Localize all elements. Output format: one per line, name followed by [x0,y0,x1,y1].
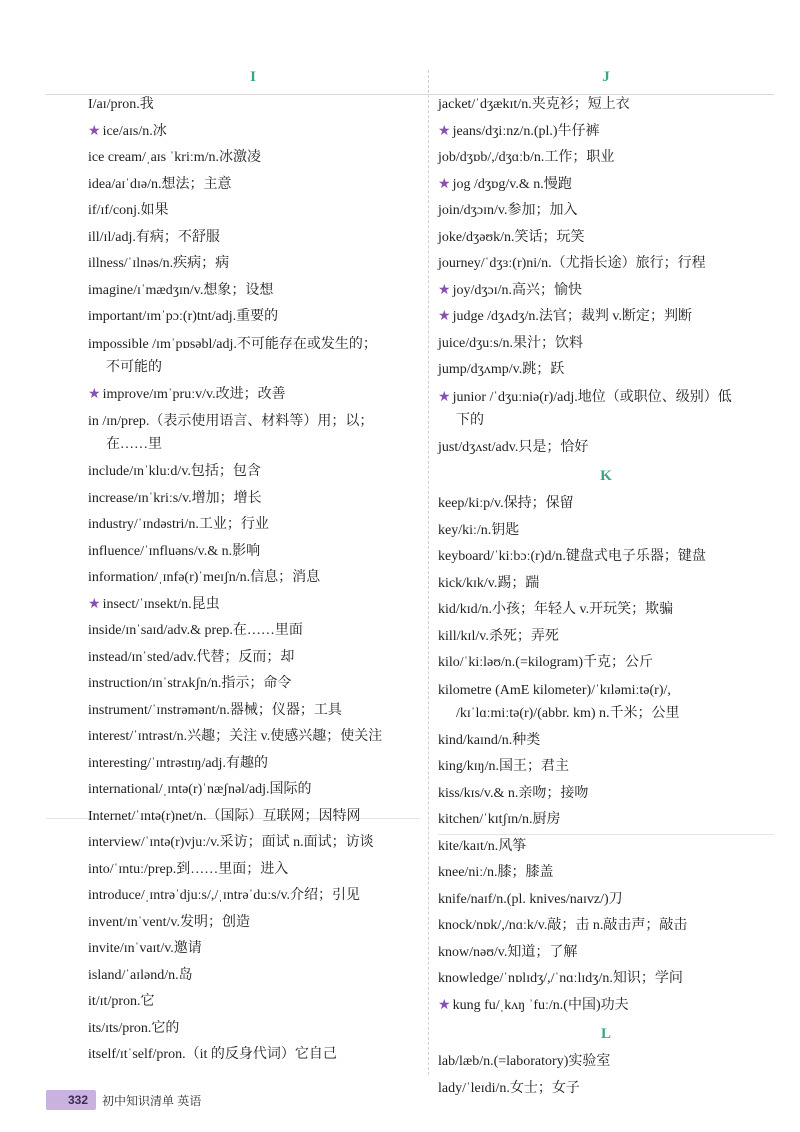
entry-text: kilometre (AmE kilometer)/ˈkɪləmiːtə(r)/, [438,682,671,698]
entry-text: lab/læb/n.(=laboratory)实验室 [438,1054,611,1069]
dictionary-entry [88,618,418,645]
entry-text: lady/ˈleɪdi/n.女士；女子 [438,1080,580,1096]
entry-text: key/kiː/n.钥匙 [438,522,520,538]
entry-text: jacket/ˈdʒækɪt/n.夹克衫；短上衣 [438,97,630,112]
dictionary-entry [438,435,774,462]
entry-text: ice/aɪs/n.冰 [102,123,167,139]
entry-text: industry/ˈɪndəstri/n.工业；行业 [88,517,269,532]
dictionary-entry [438,860,774,887]
entry-text: joke/dʒəʊk/n.笑话；玩笑 [438,229,585,245]
entry-text: kitchen/ˈkɪtʃɪn/n.厨房 [438,812,561,827]
entry-text: kiss/kɪs/v.& n.亲吻；接吻 [438,785,589,801]
entry-text: include/ɪnˈkluːd/v.包括；包含 [88,464,261,479]
entry-text: kid/kɪd/n.小孩；年轻人 v.开玩笑；欺骗 [438,602,674,617]
dictionary-entry [88,830,418,857]
dictionary-entry [438,624,774,651]
dictionary-entry [438,1049,774,1076]
entry-text: knowledge/ˈnɒlɪdʒ/,/ˈnɑːlɪdʒ/n.知识；学问 [438,971,683,986]
entry-continuation: 不可能的 [106,359,162,375]
dictionary-entry [438,384,774,435]
dictionary-entry [88,331,418,382]
dictionary-entry [88,777,418,804]
dictionary-entry [88,883,418,910]
dictionary-entry [438,993,774,1020]
entry-text: it/ɪt/pron.它 [88,994,155,1009]
dictionary-entry [88,989,418,1016]
entry-text: keyboard/ˈkiːbɔː(r)d/n.键盘式电子乐器；键盘 [438,549,706,564]
entry-text: know/nəʊ/v.知道；了解 [438,944,578,960]
book-title: 初中知识清单 英语 [102,1093,202,1108]
dictionary-entry [88,539,418,566]
dictionary-entry [438,172,774,199]
entry-text: itself/ɪtˈself/pron.（it 的反身代词）它自己 [88,1047,337,1062]
entry-text: its/ɪts/pron.它的 [88,1020,180,1036]
dictionary-entry [88,592,418,619]
entry-text: I/aɪ/pron.我 [88,97,154,112]
entry-text: important/ɪmˈpɔː(r)tnt/adj.重要的 [88,309,279,324]
star-icon: ★ [438,997,451,1013]
dictionary-entry [438,491,774,518]
dictionary-entry [438,278,774,305]
entry-text: information/ˌɪnfə(r)ˈmeɪʃn/n.信息；消息 [88,570,321,585]
dictionary-entry [438,754,774,781]
entry-text: improve/ɪmˈpruːv/v.改进；改善 [102,386,286,402]
entry-continuation: 下的 [456,412,484,428]
page-footer [46,1088,201,1112]
dictionary-entry [88,645,418,672]
entry-text: joy/dʒɔɪ/n.高兴；愉快 [452,282,583,298]
dictionary-entry [438,251,774,278]
entry-text: knife/naɪf/n.(pl. knives/naɪvz/)刀 [438,891,623,907]
entry-text: kung fu/ˌkʌŋ ˈfuː/n.(中国)功夫 [452,997,629,1013]
dictionary-entry [88,1016,418,1043]
entry-text: jump/dʒʌmp/v.跳；跃 [438,362,565,377]
entry-continuation: 在……里 [106,437,162,452]
dictionary-entry [438,677,774,728]
dictionary-entry [438,834,774,861]
dictionary-entry [88,304,418,331]
entry-text: kill/kɪl/v.杀死；弄死 [438,628,559,644]
dictionary-entry [88,382,418,409]
entry-text: jeans/dʒiːnz/n.(pl.)牛仔裤 [452,123,600,139]
entry-text: interesting/ˈɪntrəstɪŋ/adj.有趣的 [88,755,268,771]
dictionary-entry [88,145,418,172]
entry-text: kilo/ˈkiːləʊ/n.(=kilogram)千克；公斤 [438,655,654,670]
star-icon: ★ [88,596,101,612]
entry-text: king/kɪŋ/n.国王；君主 [438,759,569,774]
entry-text: jog /dʒɒg/v.& n.慢跑 [452,176,572,192]
column-divider [428,70,429,1075]
dictionary-entry [88,963,418,990]
dictionary-entry [438,913,774,940]
entry-text: international/ˌɪntə(r)ˈnæʃnəl/adj.国际的 [88,782,312,797]
dictionary-entry [438,92,774,119]
entry-text: juice/dʒuːs/n.果汁；饮料 [438,335,584,351]
entry-text: impossible /ɪmˈpɒsəbl/adj.不可能存在或发生的； [88,336,377,352]
dictionary-entry [88,936,418,963]
dictionary-entry [438,940,774,967]
star-icon: ★ [438,389,451,405]
entry-text: kind/kaɪnd/n.种类 [438,732,541,748]
dictionary-entry [88,119,418,146]
entry-text: kite/kaɪt/n.风筝 [438,838,527,854]
dictionary-entry [438,571,774,598]
dictionary-entry [438,225,774,252]
entry-text: join/dʒɔɪn/v.参加；加入 [438,203,578,218]
dictionary-entry [88,172,418,199]
dictionary-entry [438,544,774,571]
right-column [438,62,774,1102]
dictionary-entry [438,145,774,172]
dictionary-entry [88,857,418,884]
star-icon: ★ [438,282,451,298]
letter-header-l: L [600,1026,611,1042]
star-icon: ★ [88,386,101,402]
star-icon: ★ [438,176,451,192]
dictionary-entry [88,408,418,459]
star-icon: ★ [438,123,451,139]
star-icon: ★ [88,123,101,139]
entry-text: interview/ˈɪntə(r)vjuː/v.采访；面试 n.面试；访谈 [88,835,374,850]
entry-text: if/ɪf/conj.如果 [88,203,169,218]
entry-text: invite/ɪnˈvaɪt/v.邀请 [88,941,202,956]
letter-header-k: K [600,468,612,484]
dictionary-entry [88,751,418,778]
entry-text: Internet/ˈɪntə(r)net/n.（国际）互联网；因特网 [88,808,361,824]
dictionary-entry [88,225,418,252]
dictionary-entry [88,804,418,831]
dictionary-entry [438,807,774,834]
dictionary-entry [438,1076,774,1103]
dictionary-entry [438,728,774,755]
dictionary-entry [88,512,418,539]
page-number: 332 [46,1090,96,1110]
left-column [88,62,418,1069]
entry-text: instrument/ˈɪnstrəmənt/n.器械；仪器；工具 [88,702,342,718]
entry-text: instead/ɪnˈsted/adv.代替；反而；却 [88,649,295,665]
dictionary-entry [438,518,774,545]
entry-text: judge /dʒʌdʒ/n.法官；裁判 v.断定；判断 [452,309,692,324]
letter-header-i: I [250,69,256,85]
entry-text: keep/kiːp/v.保持；保留 [438,496,574,511]
entry-text: knee/niː/n.膝；膝盖 [438,865,554,880]
entry-text: influence/ˈɪnfluəns/v.& n.影响 [88,543,261,559]
dictionary-entry [438,966,774,993]
entry-text: idea/aɪˈdɪə/n.想法；主意 [88,176,232,192]
dictionary-entry [88,698,418,725]
entry-text: imagine/ɪˈmædʒɪn/v.想象；设想 [88,282,274,298]
dictionary-entry [88,198,418,225]
dictionary-entry [88,278,418,305]
entry-text: just/dʒʌst/adv.只是；恰好 [438,439,589,455]
entry-text: journey/ˈdʒɜː(r)ni/n.（尤指长途）旅行；行程 [438,256,706,271]
letter-header-j: J [602,69,610,85]
entry-text: insect/ˈɪnsekt/n.昆虫 [102,596,220,612]
entry-text: introduce/ˌɪntrəˈdjuːs/,/ˌɪntrəˈduːs/v.介绍；引见 [88,888,361,903]
entry-text: knock/nɒk/,/nɑːk/v.敲；击 n.敲击声；敲击 [438,918,688,933]
dictionary-entry [438,119,774,146]
entry-text: interest/ˈɪntrəst/n.兴趣；关注 v.使感兴趣；使关注 [88,729,383,744]
dictionary-entry [438,597,774,624]
entry-text: island/ˈaɪlənd/n.岛 [88,967,193,983]
dictionary-entry [88,459,418,486]
dictionary-entry [438,304,774,331]
entry-text: inside/ɪnˈsaɪd/adv.& prep.在……里面 [88,623,303,638]
entry-text: in /ɪn/prep.（表示使用语言、材料等）用；以； [88,414,374,429]
star-icon: ★ [438,309,451,324]
entry-text: job/dʒɒb/,/dʒɑːb/n.工作；职业 [438,150,615,165]
entry-text: invent/ɪnˈvent/v.发明；创造 [88,914,251,930]
dictionary-entry [438,781,774,808]
entry-text: increase/ɪnˈkriːs/v.增加；增长 [88,490,262,506]
dictionary-entry [88,671,418,698]
entry-text: junior /ˈdʒuːniə(r)/adj.地位（或职位、级别）低 [452,389,732,405]
entry-text: ice cream/ˌaɪs ˈkriːm/n.冰激凌 [88,150,261,165]
entry-text: instruction/ɪnˈstrʌkʃn/n.指示；命令 [88,676,292,691]
entry-continuation: /kɪˈlɑːmiːtə(r)/(abbr. km) n.千米；公里 [456,705,680,721]
dictionary-entry [438,887,774,914]
dictionary-entry [438,331,774,358]
entry-text: ill/ɪl/adj.有病；不舒服 [88,229,220,245]
dictionary-entry [88,1042,418,1069]
dictionary-entry [88,565,418,592]
dictionary-entry [88,910,418,937]
dictionary-entry [438,650,774,677]
dictionary-entry [88,251,418,278]
entry-text: illness/ˈɪlnəs/n.疾病；病 [88,256,230,271]
dictionary-entry [88,92,418,119]
dictionary-entry [438,357,774,384]
entry-text: kick/kɪk/v.踢；踹 [438,575,540,591]
dictionary-entry [88,724,418,751]
dictionary-entry [88,486,418,513]
entry-text: into/ˈɪntuː/prep.到……里面；进入 [88,861,289,877]
dictionary-entry [438,198,774,225]
